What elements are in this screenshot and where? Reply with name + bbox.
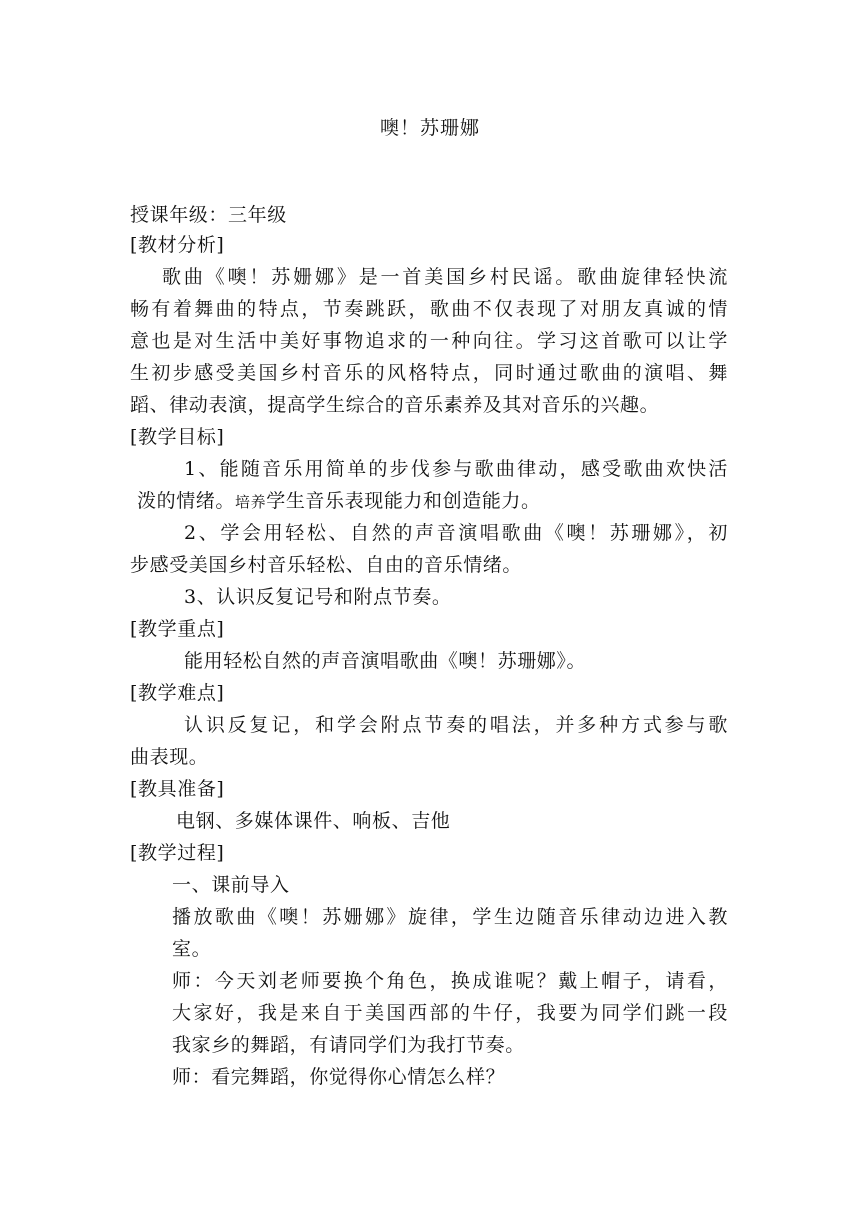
goal-item-2-line-2: 步感受美国乡村音乐轻松、自由的音乐情绪。 [130,554,523,576]
difficulties-line-1: 认识反复记，和学会附点节奏的唱法，并多种方式参与歌 [184,714,728,736]
goal-item-2-line-1: 2、学会用轻松、自然的声音演唱歌曲《噢！苏珊娜》，初 [184,522,728,544]
materials-heading: [教具准备] [130,778,225,800]
difficulties-line-2: 曲表现。 [130,746,209,768]
process-paragraph-2-line-3: 我家乡的舞蹈，有请同学们为我打节奏。 [172,1034,525,1056]
analysis-paragraph-line: 畅有着舞曲的特点，节奏跳跃，歌曲不仅表现了对朋友真诚的情 [130,298,728,320]
goal-item-1-line-1: 1、能随音乐用简单的步伐参与歌曲律动，感受歌曲欢快活 [184,458,728,480]
analysis-heading: [教材分析] [130,234,225,256]
key-points-heading: [教学重点] [130,618,225,640]
analysis-paragraph-line: 歌曲《噢！苏姗娜》是一首美国乡村民谣。歌曲旋律轻快流 [162,266,728,288]
analysis-paragraph-line: 生初步感受美国乡村音乐的风格特点，同时通过歌曲的演唱、舞 [130,362,728,384]
process-paragraph-1-line-1: 播放歌曲《噢！苏姗娜》旋律，学生边随音乐律动边进入教 [172,906,728,928]
goal-item-1-text-a: 泼的情绪。 [137,490,236,512]
analysis-paragraph-line: 意也是对生活中美好事物追求的一种向往。学习这首歌可以让学 [130,330,728,352]
materials-text: 电钢、多媒体课件、响板、吉他 [176,810,451,832]
analysis-paragraph-line: 蹈、律动表演，提高学生综合的音乐素养及其对音乐的兴趣。 [130,394,660,416]
process-heading: [教学过程] [130,842,225,864]
grade-line: 授课年级：三年级 [130,204,287,226]
goal-item-1-small-text: 培养 [235,493,267,511]
document-title: 噢！苏珊娜 [379,117,480,139]
process-paragraph-2-line-2: 大家好，我是来自于美国西部的牛仔，我要为同学们跳一段 [172,1002,728,1024]
process-paragraph-1-line-2: 室。 [172,938,212,960]
goals-heading: [教学目标] [130,426,225,448]
process-paragraph-2-line-1: 师：今天刘老师要换个角色，换成谁呢？戴上帽子，请看， [172,970,728,992]
goal-item-3: 3、认识反复记号和附点节奏。 [184,586,452,608]
process-paragraph-3: 师：看完舞蹈，你觉得你心情怎么样？ [172,1066,506,1088]
goal-item-1-line-2 [137,486,541,517]
process-step-1: 一、课前导入 [172,874,290,896]
difficulties-heading: [教学难点] [130,682,225,704]
key-points-text: 能用轻松自然的声音演唱歌曲《噢！苏珊娜》。 [184,650,587,672]
goal-item-1-text-b: 学生音乐表现能力和创造能力。 [266,490,541,512]
